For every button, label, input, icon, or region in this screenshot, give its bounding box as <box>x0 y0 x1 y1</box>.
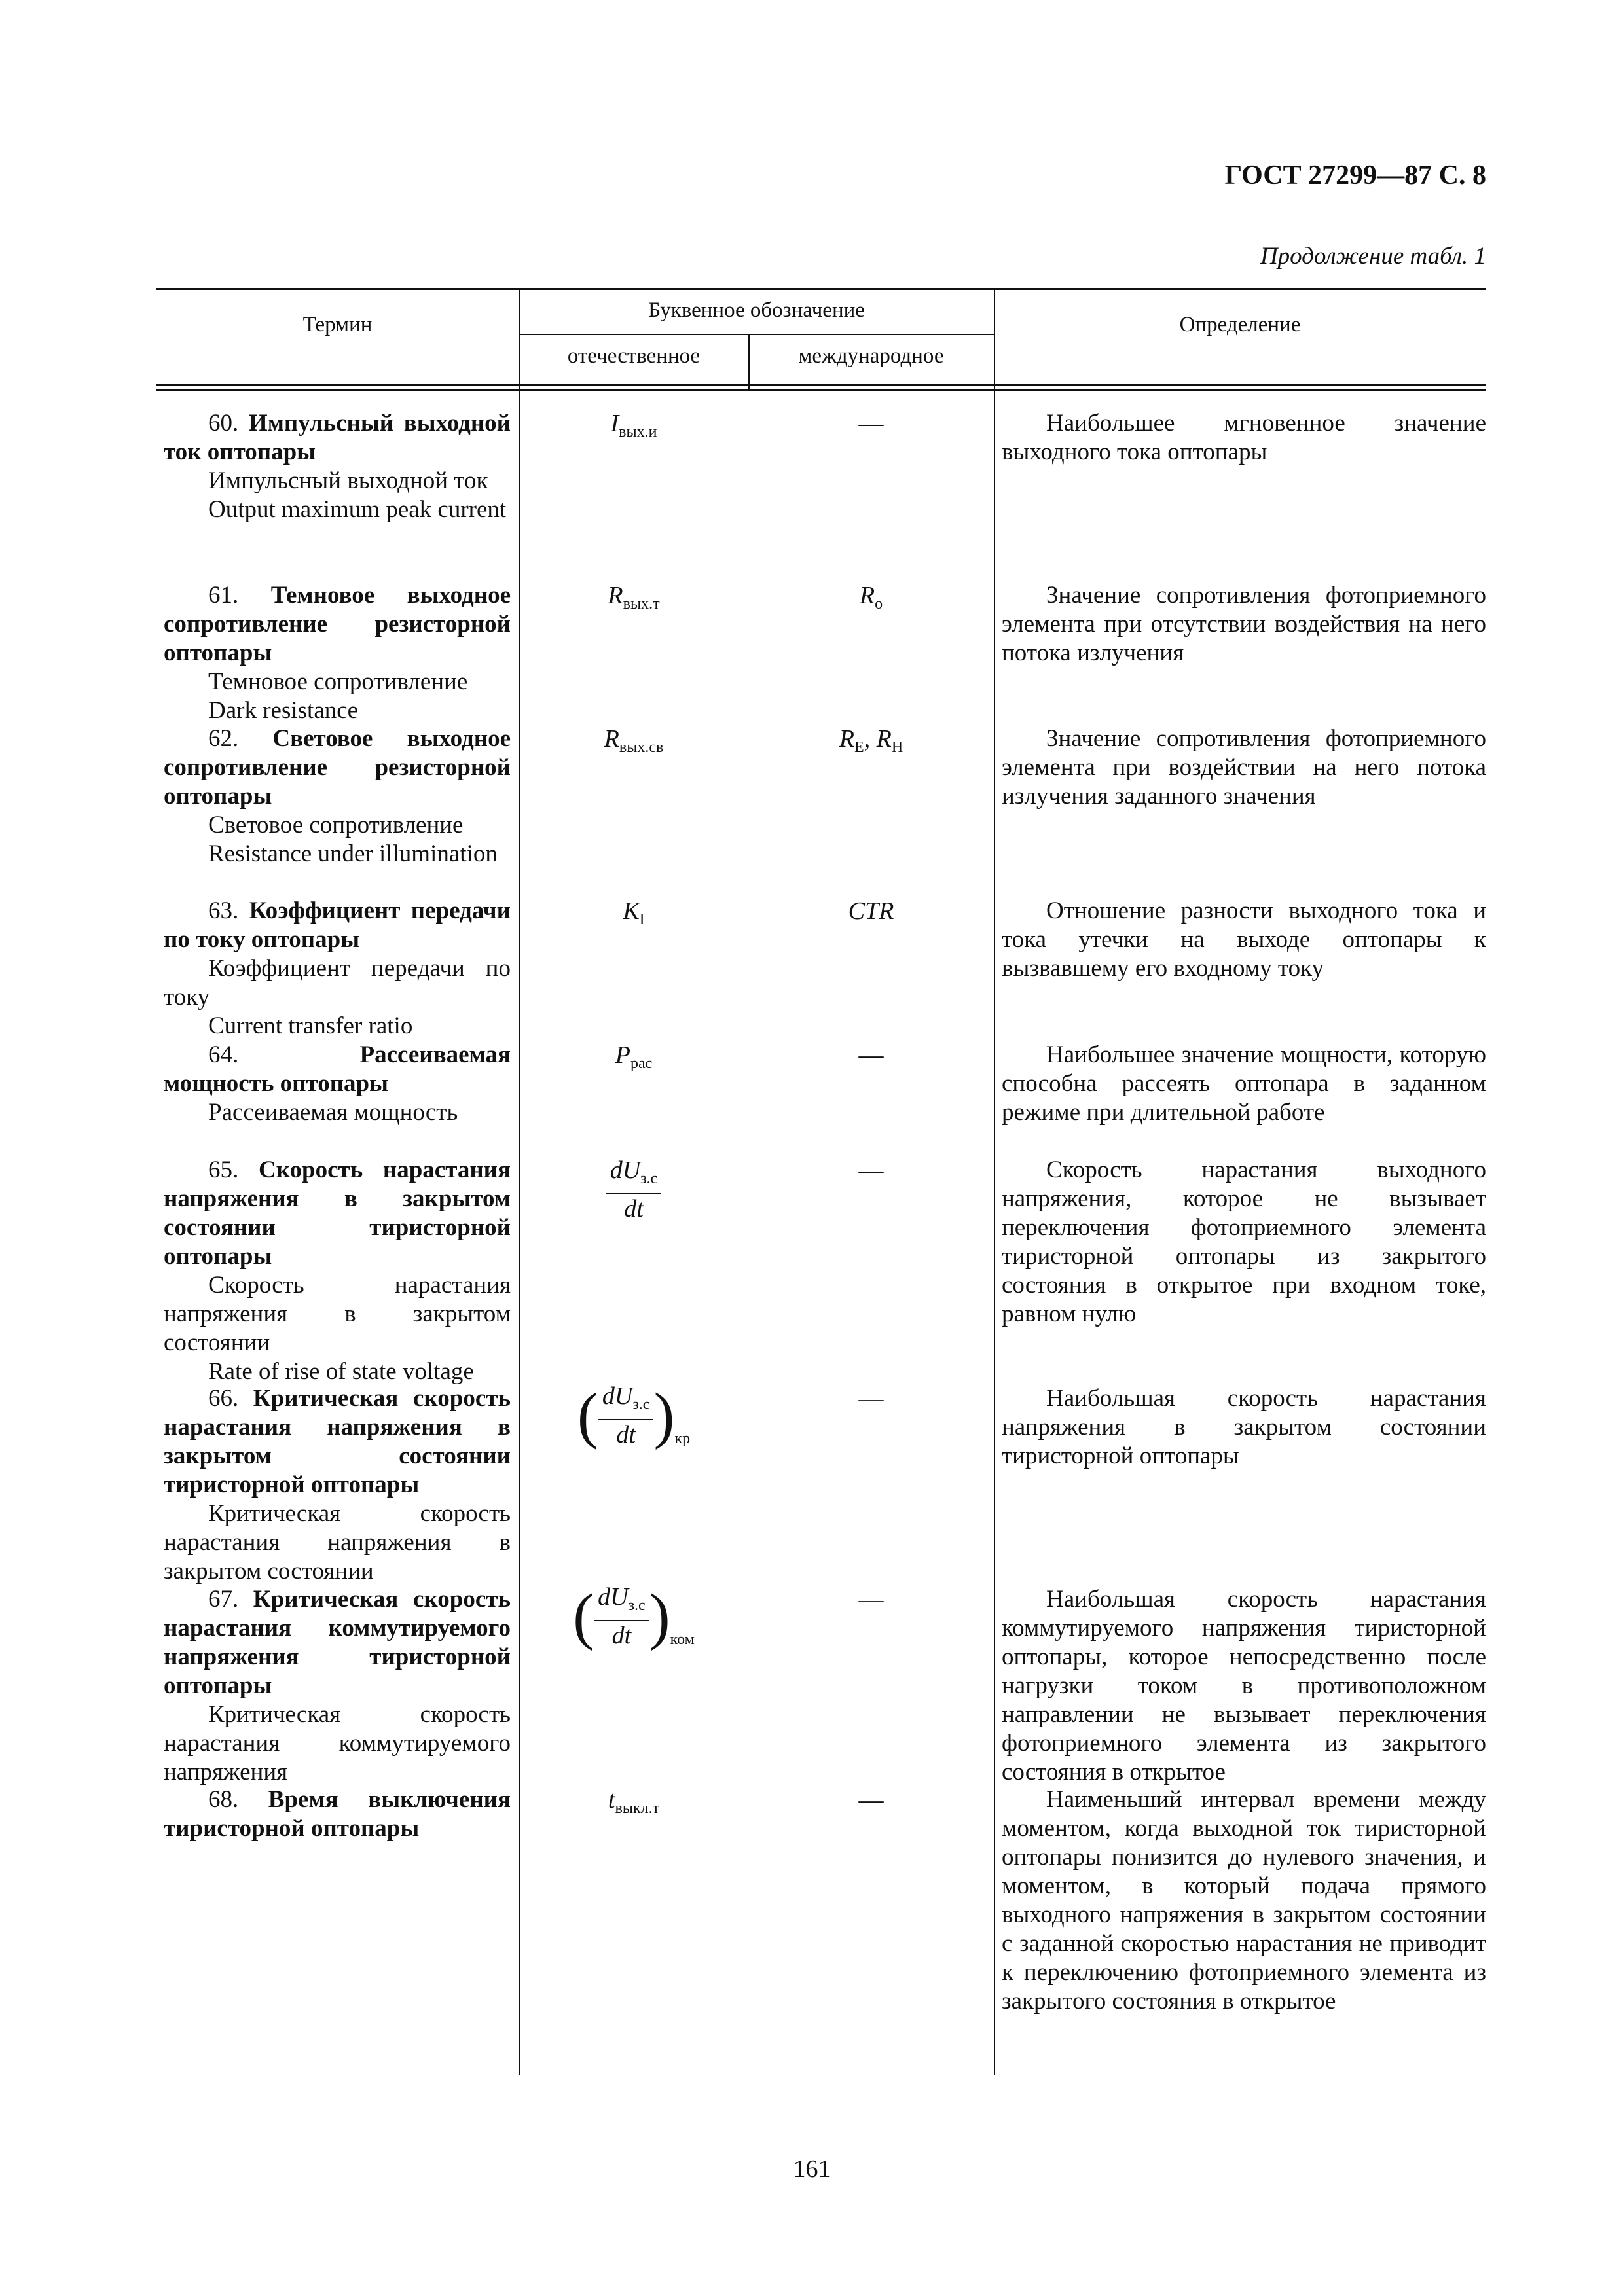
term-bold: Критическая скорость нарастания напряжения в закрытом состоянии тиристорной оптопары <box>164 1385 511 1498</box>
term-bold: Импульсный выходной ток оптопары <box>164 410 511 465</box>
definition-cell: Скорость нарастания выходного напряжения, которое не вызывает переключения фотоприемного элемента тиристорной оптопары из закрытого состояния в открытое при входном токе, равном нулю <box>1002 1157 1486 1327</box>
symbol-domestic: $R_{вых.св}$ <box>604 725 664 756</box>
symbol-subheader-rule <box>519 334 994 335</box>
term-bold: Время выключения тиристорной оптопары <box>164 1786 511 1842</box>
term-cell: 66. Критическая скорость нарастания напряжения в закрытом состоянии тиристорной оптопары Критическая скорость нарастания напряжения в закрытом состоянии <box>164 1385 511 1585</box>
table-head-rule-1 <box>156 384 1486 386</box>
term-cell: 63. Коэффициент передачи по току оптопары Коэффициент передачи по току Current transfer ratio <box>164 897 511 1039</box>
column-header-international: международное <box>798 344 944 368</box>
term-cell: 62. Световое выходное сопротивление резисторной оптопары Световое сопротивление Resistance under illumination <box>164 725 511 867</box>
table-top-rule <box>156 288 1486 290</box>
definition-cell: Наибольшая скорость нарастания коммутируемого напряжения тиристорной оптопары, которое непосредственно после нагрузки током в противоположном направлении не вызывает переключения фотоприемного элемента из закрытого состояния в открытое <box>1002 1586 1486 1785</box>
symbol-international: — <box>858 410 884 437</box>
symbol-domestic: $P_{рас}$ <box>615 1041 653 1072</box>
symbol-domestic: $t_{выкл.т}$ <box>608 1786 660 1817</box>
definition-cell: Отношение разности выходного тока и тока утечки на выходе оптопары к вызвавшему его входному току <box>1002 897 1486 982</box>
symbol-domestic: ( $\frac{dU_{з.с}}{dt}$ )$_{кр}$ <box>577 1380 691 1450</box>
symbol-international: CTR <box>848 897 894 925</box>
term-bold: Скорость нарастания напряжения в закрытом состоянии тиристорной оптопары <box>164 1157 511 1270</box>
definition-cell: Наибольшая скорость нарастания напряжения в закрытом состоянии тиристорной оптопары <box>1002 1385 1486 1469</box>
derivative-fraction: $\frac{dU_{з.с}}{dt}$ <box>606 1156 662 1223</box>
symbol-international: — <box>858 1786 884 1814</box>
col-divider-3 <box>994 288 995 2075</box>
document-id: ГОСТ 27299—87 С. 8 <box>1224 160 1486 190</box>
symbol-international: — <box>858 1157 884 1184</box>
term-cell: 60. Импульсный выходной ток оптопары Импульсный выходной ток Output maximum peak current <box>164 410 511 523</box>
term-bold: Коэффициент передачи по току оптопары <box>164 897 511 953</box>
symbol-international: $R_E$, $R_H$ <box>839 725 903 756</box>
derivative-fraction: $\frac{dU_{з.с}}{dt}$ <box>598 1382 654 1449</box>
symbol-international: — <box>858 1041 884 1069</box>
term-bold: Рассеиваемая мощность оптопары <box>164 1041 511 1097</box>
symbol-domestic: $R_{вых.т}$ <box>608 582 660 613</box>
symbol-international: — <box>858 1586 884 1613</box>
term-bold: Световое выходное сопротивление резисторной оптопары <box>164 725 511 810</box>
term-cell: 68. Время выключения тиристорной оптопары <box>164 1786 511 1842</box>
symbol-domestic: $I_{вых.и}$ <box>610 410 657 440</box>
table-head-rule-2 <box>156 389 1486 391</box>
definition-cell: Значение сопротивления фотоприемного элемента при воздействии на него потока излучения заданного значения <box>1002 725 1486 810</box>
symbol-domestic: $K_I$ <box>623 897 645 928</box>
symbol-international: $R_o$ <box>859 582 883 613</box>
derivative-fraction: $\frac{dU_{з.с}}{dt}$ <box>594 1583 649 1650</box>
symbol-international: — <box>858 1385 884 1412</box>
column-header-definition: Определение <box>1179 313 1301 336</box>
page-number: 161 <box>793 2155 831 2183</box>
term-cell: 65. Скорость нарастания напряжения в закрытом состоянии тиристорной оптопары Скорость нарастания напряжения в закрытом состоянии Rate of rise of state voltage <box>164 1157 511 1385</box>
symbol-domestic: ( $\frac{dU_{з.с}}{dt}$ )$_{ком}$ <box>573 1581 695 1651</box>
table-continuation-label: Продолжение табл. 1 <box>1260 243 1486 270</box>
symbol-domestic <box>519 1156 748 1223</box>
column-header-term: Термин <box>302 313 373 336</box>
column-header-symbol: Буквенное обозначение <box>648 298 865 322</box>
term-bold: Критическая скорость нарастания коммутируемого напряжения тиристорной оптопары <box>164 1586 511 1699</box>
column-header-domestic: отечественное <box>567 344 701 368</box>
definition-cell: Значение сопротивления фотоприемного элемента при отсутствии воздействия на него потока излучения <box>1002 582 1486 666</box>
term-bold: Темновое выходное сопротивление резисторной оптопары <box>164 582 511 666</box>
definition-cell: Наибольшее значение мощности, которую способна рассеять оптопара в заданном режиме при длительной работе <box>1002 1041 1486 1126</box>
definition-cell: Наибольшее мгновенное значение выходного тока оптопары <box>1002 410 1486 465</box>
term-cell: 61. Темновое выходное сопротивление резисторной оптопары Темновое сопротивление Dark resistance <box>164 582 511 724</box>
term-cell: 67. Критическая скорость нарастания коммутируемого напряжения тиристорной оптопары Критическая скорость нарастания коммутируемого напряжения <box>164 1586 511 1785</box>
definition-cell: Наименьший интервал времени между моментом, когда выходной ток тиристорной оптопары понизится до нулевого значения, и моментом, в который подача прямого выходного напряжения в закрытом состоянии с заданной скоростью нарастания не приводит к переключению фотоприемного элемента из закрытого состояния в открытое <box>1002 1786 1486 2015</box>
term-cell: 64. Рассеиваемая мощность оптопары Рассеиваемая мощность <box>164 1041 511 1126</box>
